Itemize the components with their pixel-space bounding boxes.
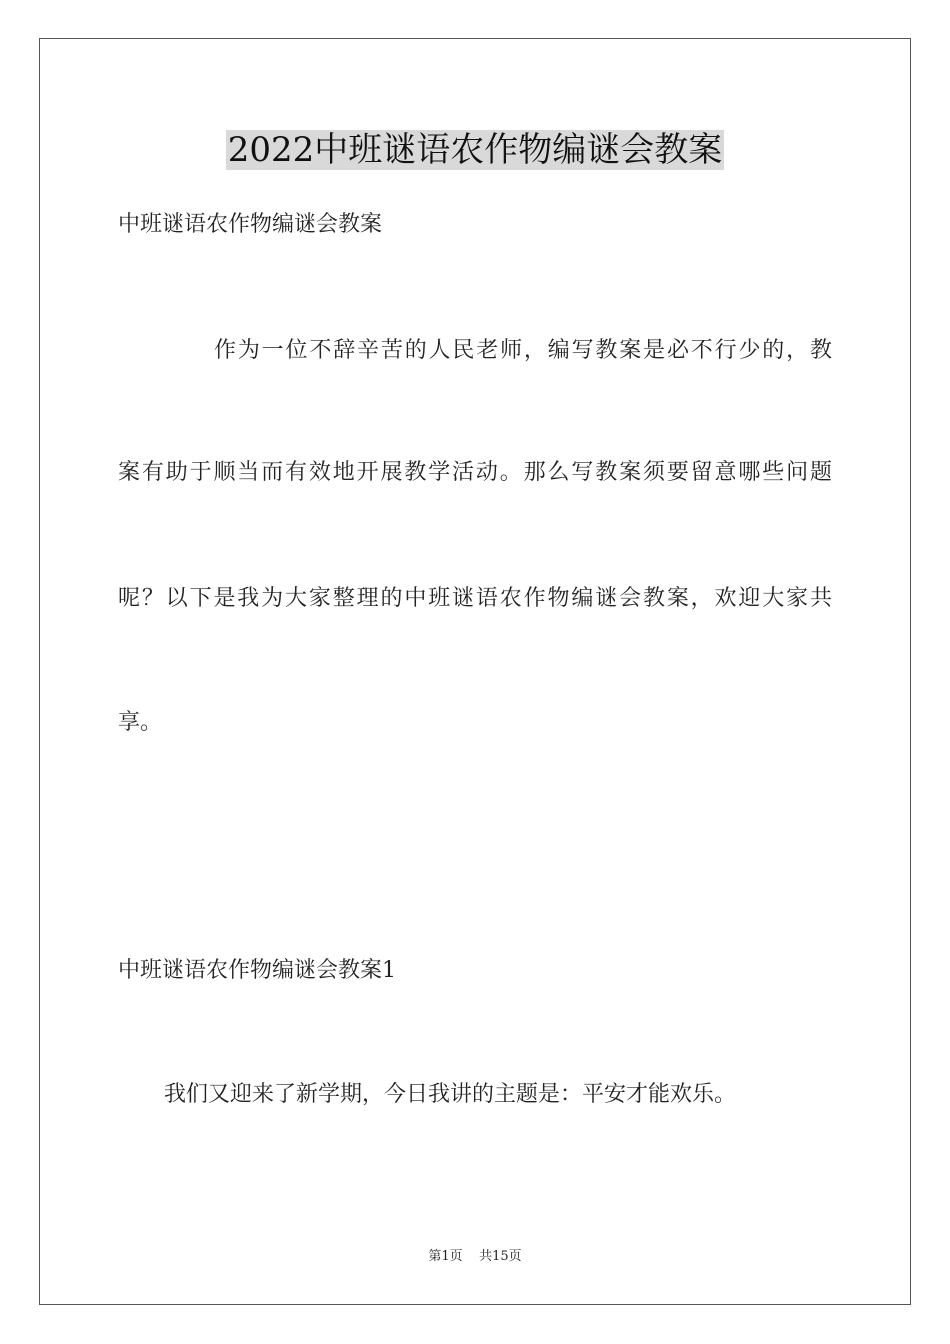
section-1-paragraph: 我们又迎来了新学期，今日我讲的主题是：平安才能欢乐。 — [164, 1082, 737, 1107]
page-number-footer: 第1页 共15页 — [428, 1249, 522, 1264]
document-title-text: 2022中班谜语农作物编谜会教案 — [227, 130, 723, 170]
intro-line-1: 作为一位不辞辛苦的人民老师，编写教案是必不行少的，教 — [214, 338, 832, 363]
intro-line-3: 呢？以下是我为大家整理的中班谜语农作物编谜会教案，欢迎大家共 — [118, 586, 832, 611]
intro-line-4: 享。 — [118, 710, 163, 735]
document-title — [0, 124, 950, 176]
section-1-heading: 中班谜语农作物编谜会教案1 — [118, 958, 396, 983]
document-subtitle: 中班谜语农作物编谜会教案 — [118, 212, 383, 237]
intro-line-2: 案有助于顺当而有效地开展教学活动。那么写教案须要留意哪些问题 — [118, 460, 832, 485]
